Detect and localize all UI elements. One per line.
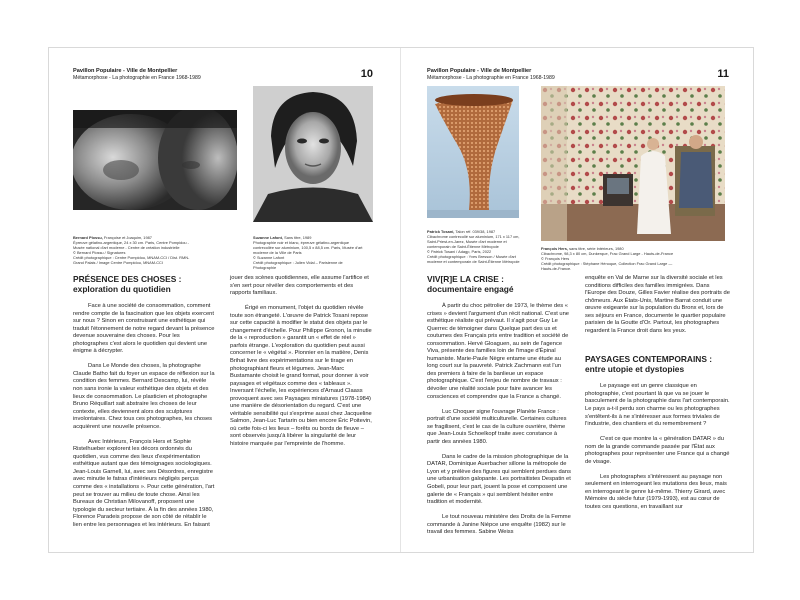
caption-line: Grand Palais / Image Centre Pompidou, MNAM-CCI [73,260,163,265]
caption-line: moderne et contemporain de Saint-Étienne Métropole [427,259,520,264]
page-right [427,48,729,552]
page-number: 10 [360,68,373,80]
caption-line: contemporain de Saint-Étienne Métropole [427,244,499,249]
caption-plossu [73,235,243,265]
caption-line: Cibachrome, 98,3 x 80 cm, Dunkerque, Frac Grand Large - Hauts-de-France [541,251,674,256]
heading-line: VIV[R]E LA CRISE : [427,274,504,284]
caption-line: Épreuve gélatino-argentique, 24 x 30 cm. Paris, Centre Pompidou - [73,240,189,245]
section-heading [585,355,731,374]
caption-title: Sans titre, 1989 [283,235,312,240]
text-column-2 [585,275,731,512]
caption-line: Crédit photographique : Centre Pompidou, MNAM-CCI / Dist. RMN- [73,255,190,260]
caption-line: Hauts-de-France. [541,266,572,271]
paragraph: jouer des scènes quotidiennes, elle assume l'artifice et s'en sert pour révéler des comportements et des rapports familiaux. [230,275,369,297]
magazine-spread [48,47,754,553]
paragraph: Face à une société de consommation, comment rendre compte de la fascination que les objets exercent sur nous ? Sinon en construisant une esthétique qui traduit l'étonnement de notre regard devant la présence devenue souveraine des choses. Pour les photographes c'est alors le quotidien qui devient une énigme à décrypter. [73,303,215,355]
caption-author: Bernard Plossu, [73,235,103,240]
paragraph: Luc Choquer signe l'ouvrage Planète France : portrait d'une société multiculturelle. Certaines cultures se fragilisent, c'est le cas de la culture ouvrière, thème que Jean-Louis Schoelkopf traite avec constance à partir des années 1980. [427,408,567,445]
caption-lafont [253,235,375,270]
page-header [427,68,729,82]
caption-title: Françoise et Joaquim, 1987 [102,235,152,240]
section-heading [73,275,216,294]
paragraph: Avec Intérieurs, François Hers et Sophie Ristelhueber explorent les décors ordonnés du quotidien, vus comme des lieux d'expérimentation esthétique autant que des témoignages sociologiques. Jean-Louis Garnell, lui, avec ses Désordres, enregistre avec minutie le fatras d'intérieurs négligés perçus comme des « installations ». Pour cette génération, l'art peut se trouver au milieu de toute chose. Ainsi les Bureaux de Christian Milovanoff, proposent une typologie du secteur tertiaire. À la fin des années 1980, Florence Paradeis propose de son côté de rétablir le lien entre les personnages et les intérieurs. En faisant [73,438,215,528]
caption-line: Crédit photographique : Yves Bresson / Musée d'art [427,254,516,259]
caption-line: Photographie [253,265,277,270]
page-gutter [400,48,401,552]
caption-line: Photographie noir et blanc, épreuve gélatino-argentique [253,240,350,245]
caption-line: Crédit photographique : Julien Vidal – Parisienne de [253,260,343,265]
text-column-1 [73,275,216,529]
caption-title: sans titre, série Intérieurs, 1980 [568,246,624,251]
paragraph: Le tout nouveau ministère des Droits de la Femme commande à Janine Niépce une enquête (1982) sur le travail des femmes. Sabine Weiss [427,514,571,536]
header-title: Pavillon Populaire - Ville de Montpellier [427,68,532,74]
caption-hers [541,246,727,271]
header-subtitle: Métamorphose - La photographie en France 1968-1989 [73,75,201,81]
photo-lafont [253,86,373,222]
paragraph: Le paysage est un genre classique en photographie, c'est pourtant là que va se jouer le basculement de la photographie dans l'art contemporain. Le pays a-t-il perdu son charme ou les photographes s'entêtent-ils à ne s'intéresser aux formes triviales de l'industrie, des chantiers et du remembrement ? [585,383,730,428]
caption-line: © Patrick Tosani / Adagp, Paris, 2022 [427,249,492,254]
paragraph: C'est ce que montre la « génération DATAR » du nom de la grande commande passée par l'État aux photographes pour représenter une France qui a changé de visage. [585,436,730,465]
paragraph: Dans Le Monde des choses, la photographe Claude Batho fait du foyer un espace de réflexion sur la condition des femmes. Bernard Descamp, lui, révèle non sans ironie la valeur esthétique des objets et des lieux de consommation. Le plasticien et photographe Bruno Réquillart sait abstraire les choses de leur contexte, elles deviennent alors des sculptures involontaires. Chez tous ces photographes, les choses acquièrent une nouvelle présence. [73,363,215,430]
caption-line: © Bernard Plossu / Signatures [73,250,126,255]
heading-line: PRÉSENCE DES CHOSES : [73,274,182,284]
caption-author: François Hers, [541,246,569,251]
heading-line: entre utopie et dystopies [585,363,685,374]
caption-line: Saint-Priest-en-Jarez, Musée d'art moderne et [427,239,507,244]
paragraph: Les photographes s'intéressent au paysage non seulement en interrogeant les mutations des lieux, mais en interrogeant le genre lui-même. Thierry Girard, avec Mémoire du siècle futur (1979-1993), est au cœur de toutes ces questions, en travaillant sur [585,473,727,511]
header-subtitle: Métamorphose - La photographie en France 1968-1989 [427,75,555,81]
heading-line: documentaire engagé [427,283,514,294]
photo-hers [541,86,725,241]
caption-line: Crédit photographique : Stéphane Hénoque, Collection Frac Grand Large — [541,261,673,266]
section-heading [427,275,571,294]
caption-tosani [427,229,539,264]
caption-line: © François Hers [541,256,570,261]
page-number: 11 [717,68,729,80]
photo-plossu [73,110,237,210]
caption-line: Musée national d'art moderne - Centre de création industrielle [73,245,180,250]
caption-line: Cibachrome contrecollé sur aluminium, 171 x 117 cm, [427,234,520,239]
caption-line: contrecollée sur aluminium, 100,5 x 88,5 cm. Paris, Musée d'art [253,245,363,250]
page-left [73,48,373,552]
caption-author: Suzanne Lafont, [253,235,284,240]
paragraph: Érigé en monument, l'objet du quotidien révèle toute son étrangeté. L'œuvre de Patrick Tosani repose sur cette capacité à modifier le statut des objets par le changement d'échelle. Pour Philippe Gronon, la minutie de la « reproduction » garantit un « effet de réel » parfois étrange. L'exploration du quotidien peut aussi concerner le « végétal ». Pionnier en la matière, Denis Brihat livre des expérimentations sur le tirage en photographiant fleurs et légumes. Jean-Marc Bustamante choisit le grand format, pour donner à voir paysages et végétaux comme des « tableaux ». Inversant l'échelle, les expériences d'Arnaud Claass provoquent avec ses Paysages miniatures (1978-1984) une manière de désorientation du regard. C'est une véritable sensibilité qui s'exprime aussi chez Jacqueline Salmon, Jean-Luc Tartarin ou bien encore Éric Poitevin, où cette fois-ci les lieux – forêts ou bords de fleuve – sont observés jusqu'à libérer la singularité de leur histoire marquée par l'empreinte de l'homme. [230,305,372,447]
photo-tosani [427,86,519,218]
paragraph: enquête en Val de Marne sur la diversité sociale et les conditions difficiles des familles immigrées. Dans l'Europe des Douze, Gilles Favier réalise des portraits de chômeurs. Aux États-Unis, Martine Barrat conduit une œuvre exigeante sur la population du Bronx et, lors de ses séjours en France, documente le quartier populaire parisien de la Goutte d'Or. Partout, les photographes regardent la France droit dans les yeux. [585,275,730,334]
caption-line: © Suzanne Lafont [253,255,285,260]
paragraph: À partir du choc pétrolier de 1973, le thème des « crises » devient l'argument d'un récit national. C'est une esthétique réaliste qui prévaut. Il s'agit pour Guy Le Querrec de témoigner dans Quelque part des us et coutumes des Français pris entre tradition et société de consommation. Hervé Gloaguen, au sein de l'agence Viva, présente des familles loin de l'image d'Épinal humaniste. Marie-Paule Nègre entame une étude au long court sur la pauvreté. Patrick Zachmann est l'un des premiers à faire de la banlieue un espace photographique. C'est l'enjeu de nombre de travaux : dévoiler une réalité sociale pour faire avancer les consciences et comprendre que la France a changé. [427,303,570,400]
heading-line: PAYSAGES CONTEMPORAINS : [585,354,713,365]
text-column-2 [230,275,373,449]
page-header [73,68,373,82]
header-title: Pavillon Populaire - Ville de Montpellier [73,68,178,74]
text-column-1 [427,275,571,537]
caption-line: moderne de la Ville de Paris [253,250,302,255]
paragraph: Dans le cadre de la mission photographique de la DATAR, Dominique Auerbacher sillone la métropole de Lyon et y prélève des figures qui semblent perdues dans une urbanisation galopante. Les portraitistes Despatin et Gobeli, pour leur part, jouent la pose et composent une galerie de « Français » qui semblent hésiter entre tradition et modernité. [427,453,571,506]
heading-line: exploration du quotidien [73,283,171,294]
caption-title: Talon réf. 039/38, 1987 [454,229,496,234]
caption-author: Patrick Tosani, [427,229,455,234]
